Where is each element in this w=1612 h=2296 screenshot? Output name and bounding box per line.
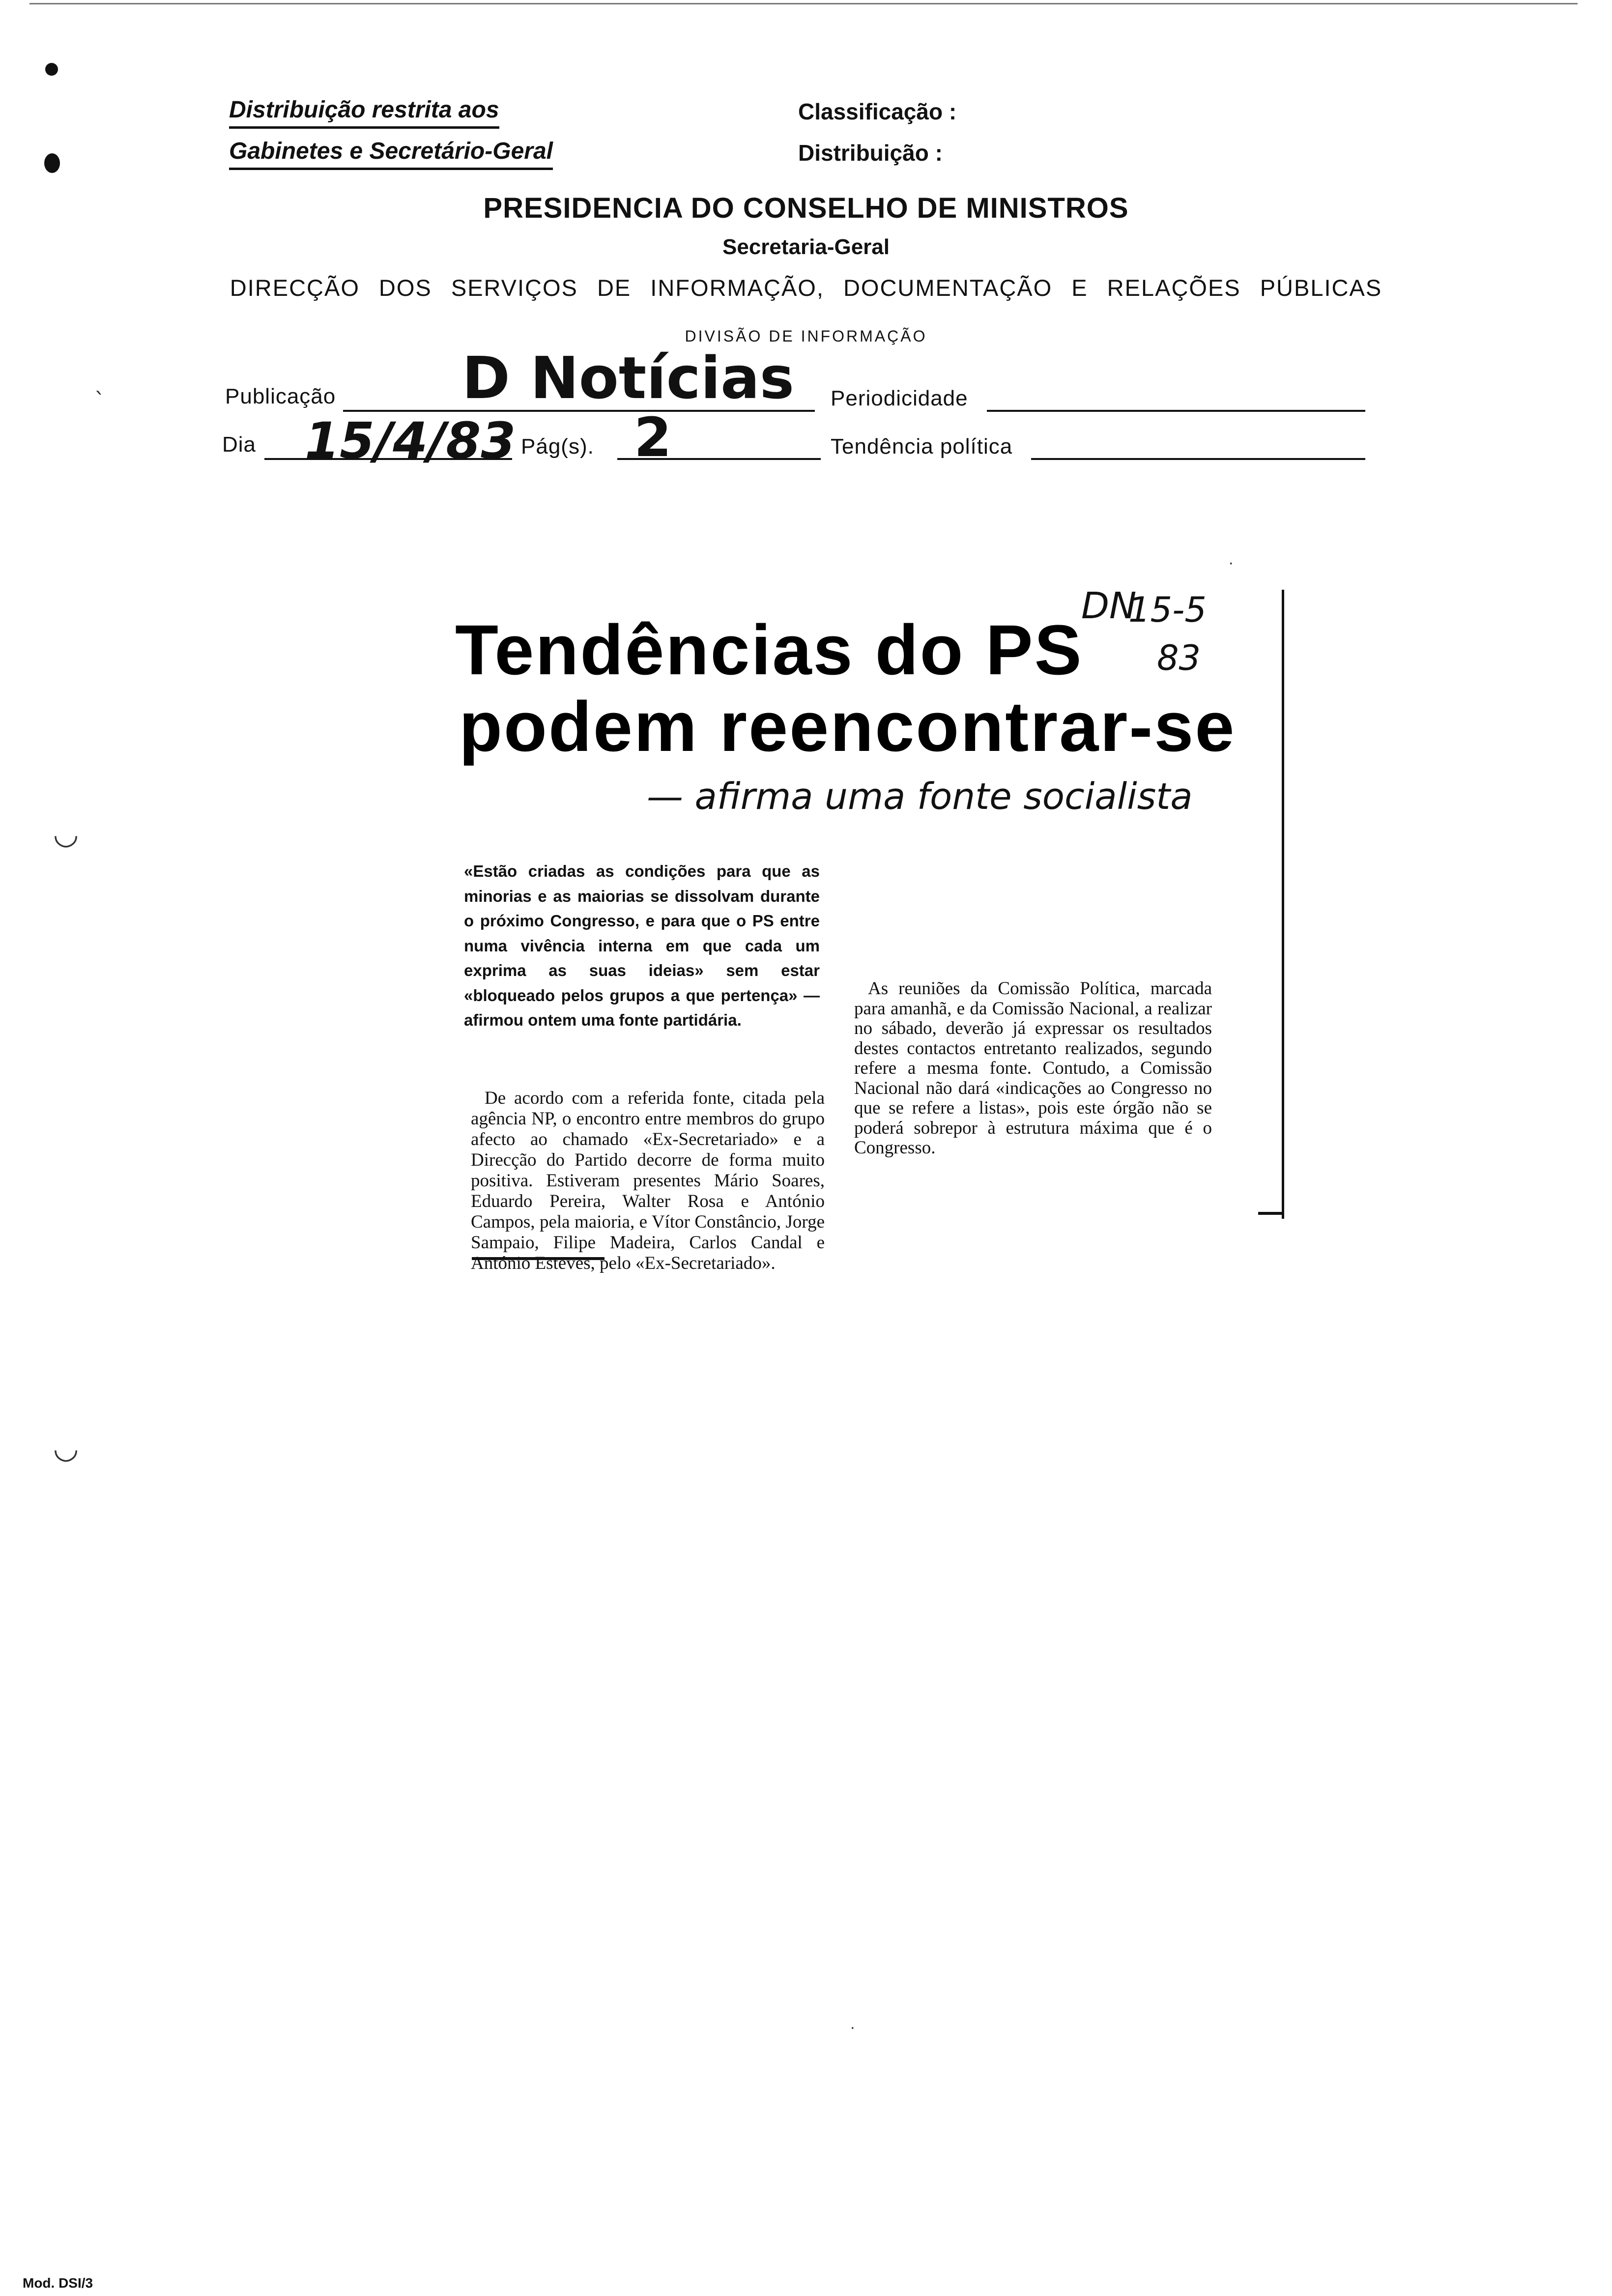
scan-speck: ` — [94, 388, 105, 413]
scan-speck: · — [850, 2020, 855, 2037]
division-title: DIVISÃO DE INFORMAÇÃO — [685, 327, 927, 345]
periodicity-field-line — [987, 410, 1365, 412]
lead-text: «Estão criadas as condições para que as minorias e as maiorias se dissolvam durante o próximo Congresso, e para que o PS entre numa vivência interna em que cada um exprima as suas ideias» sem estar «bloqueado pelos grupos a que pertença» — afirmou ontem uma fonte partidária. — [464, 862, 820, 1029]
secretariat-title: Secretaria-Geral — [722, 235, 890, 259]
handwritten-annotation-line1: DN — [1081, 585, 1137, 627]
restricted-distribution-line1: Distribuição restrita aos — [229, 96, 499, 129]
paragraph-1-text: De acordo com a referida fonte, citada pela agência NP, o encontro entre membros do grupo afecto ao chamado «Ex-Secretariado» e a Direcção do Partido decorre de forma muito positiva. Estiveram presentes Mário Soares, Eduardo Pereira, Walter Rosa e António Campos, pela maioria, e Vítor Constâncio, Jorge Sampaio, Filipe Madeira, Carlos Candal e António Esteves, pelo «Ex-Secretariado». — [471, 1088, 825, 1273]
classification-label: Classificação : — [798, 99, 957, 124]
article-end-rule — [472, 1257, 604, 1260]
day-label: Dia — [222, 432, 257, 457]
article-deck: — afirma uma fonte socialista — [647, 775, 1193, 818]
restricted-distribution-line2: Gabinetes e Secretário-Geral — [229, 138, 553, 170]
day-handwritten-value: 15/4/83 — [305, 412, 516, 470]
pages-handwritten-value: 2 — [634, 406, 672, 469]
article-headline-line2: podem reencontrar-se — [459, 687, 1236, 766]
directorate-title: DIRECÇÃO DOS SERVIÇOS DE INFORMAÇÃO, DOCUMENTAÇÃO E RELAÇÕES PÚBLICAS — [230, 275, 1382, 301]
article-paragraph-1 — [471, 1088, 825, 1273]
institution-title: PRESIDENCIA DO CONSELHO DE MINISTROS — [483, 192, 1129, 224]
paragraph-2-text: As reuniões da Comissão Política, marcada para amanhã, e da Comissão Nacional, a realizar no sábado, deverão já expressar os resultados destes contactos entretanto realizados, segundo refere a mesma fonte. Contudo, a Comissão Nacional não dará «indicações ao Congresso no que se refere a listas», pois este órgão não se poderá sobrepor à estrutura máxima que é o Congresso. — [854, 978, 1212, 1158]
fold-mark: ◡ — [53, 1431, 79, 1465]
periodicity-label: Periodicidade — [831, 386, 968, 410]
punch-hole-mark — [44, 153, 60, 173]
clipping-corner-rule — [1258, 1212, 1284, 1215]
form-code: Mod. DSI/3 — [23, 2275, 93, 2291]
article-lead-paragraph — [464, 859, 820, 1033]
fold-mark: ◡ — [53, 817, 79, 851]
article-paragraph-2 — [854, 857, 1212, 1343]
publication-handwritten-value: D Notícias — [462, 344, 794, 412]
handwritten-annotation-line3: 83 — [1157, 638, 1201, 678]
clipping-right-border — [1282, 590, 1284, 1219]
article-headline-line1: Tendências do PS — [455, 610, 1083, 689]
political-tendency-label: Tendência política — [831, 434, 1013, 459]
top-border-line — [29, 3, 1578, 4]
pages-label: Pág(s). — [521, 434, 594, 459]
scan-speck: · — [1229, 555, 1234, 573]
political-tendency-field-line — [1031, 458, 1365, 460]
punch-hole-mark — [45, 63, 58, 76]
distribution-label: Distribuição : — [798, 140, 943, 166]
handwritten-annotation-line2: 15-5 — [1128, 590, 1207, 630]
publication-label: Publicação — [225, 384, 336, 408]
